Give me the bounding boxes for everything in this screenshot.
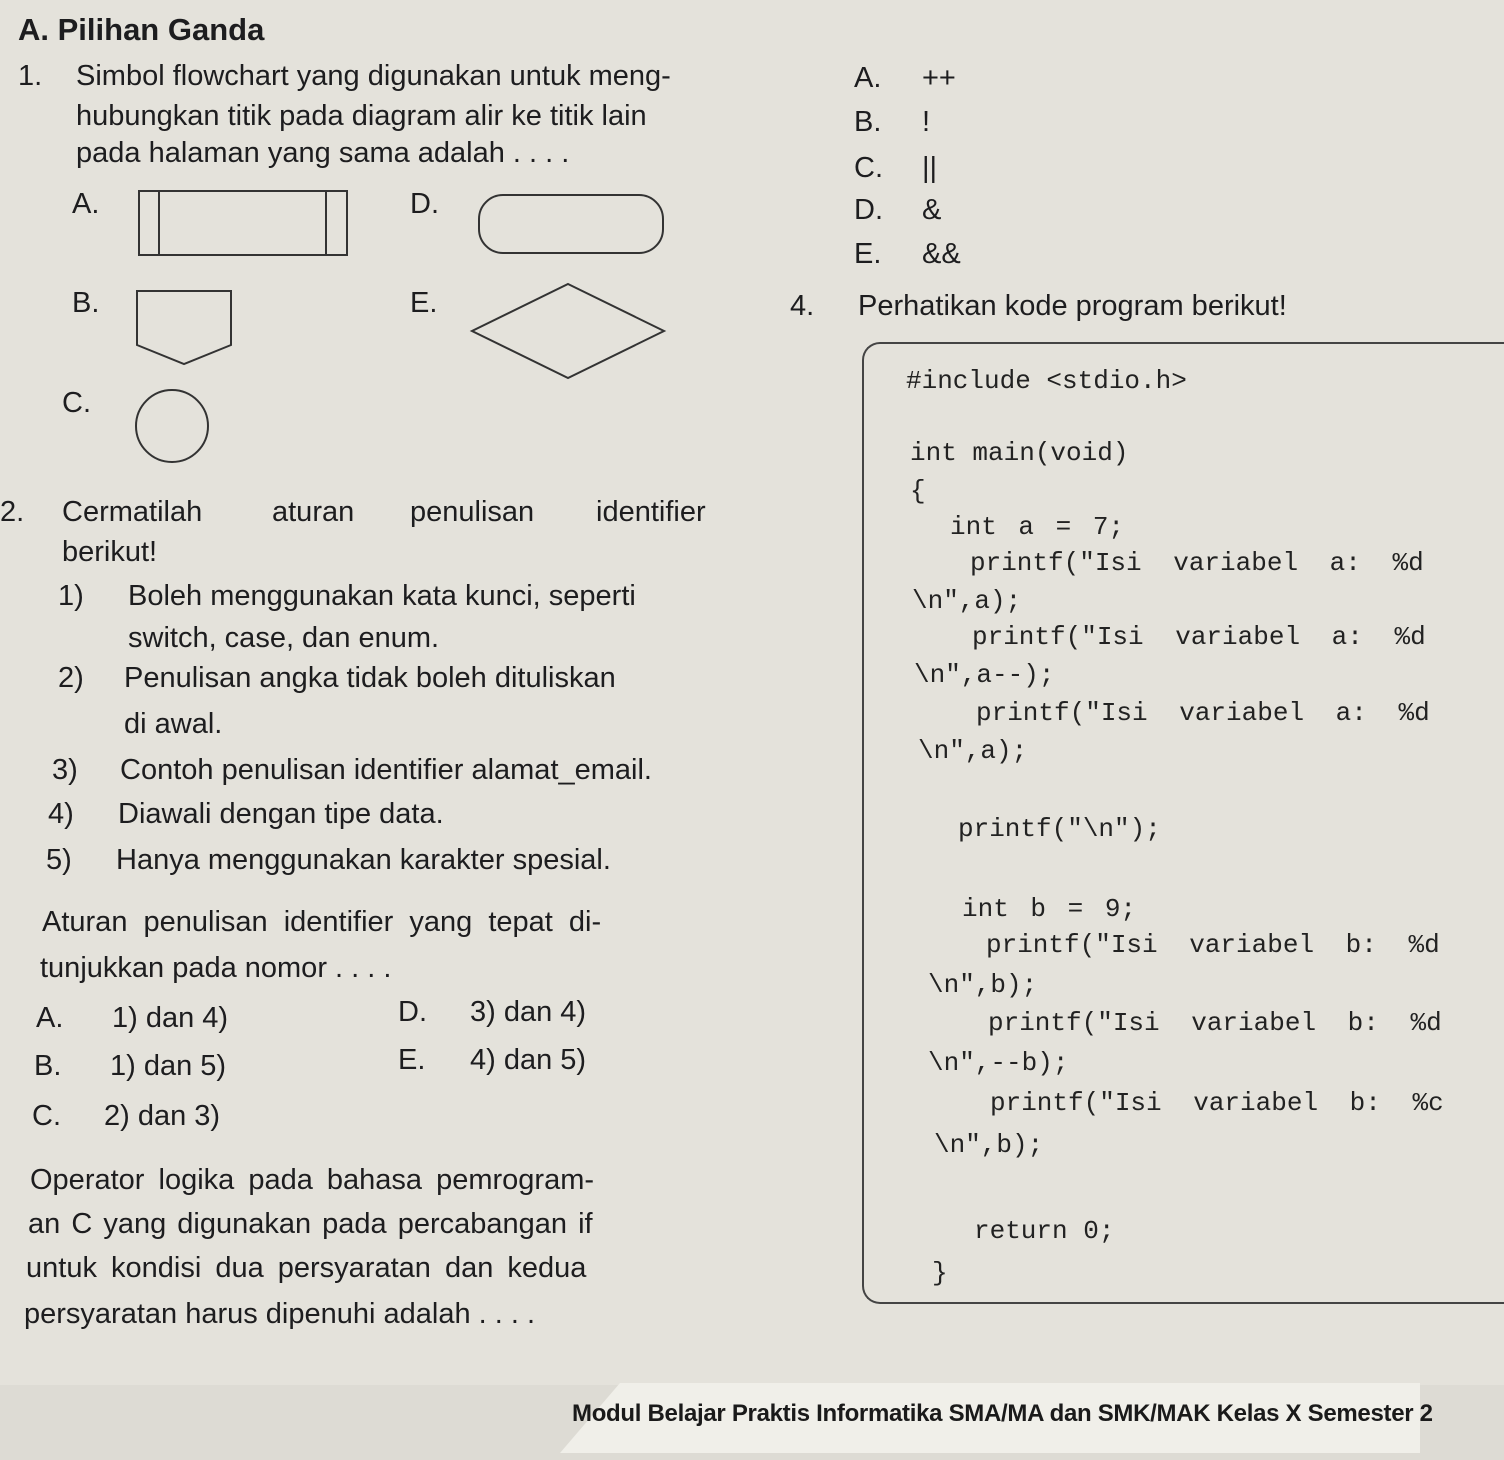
code-line-2: int main(void) <box>910 438 1129 468</box>
q2-rule-1-line-1: Boleh menggunakan kata kunci, seperti <box>128 580 636 612</box>
q2-number: 2. <box>0 496 25 528</box>
q3-option-c-letter: C. <box>854 152 883 184</box>
q2-heading-word-2: aturan <box>272 496 355 528</box>
code-line-13: printf("Isi variabel b: %d <box>986 930 1440 960</box>
code-line-1: #include <stdio.h> <box>906 366 1187 396</box>
q2-answer-e-text: 4) dan 5) <box>470 1044 587 1076</box>
q3-option-e-letter: E. <box>854 238 882 270</box>
q2-answer-c-text: 2) dan 3) <box>104 1100 221 1132</box>
q3-option-a-text: ++ <box>922 62 956 94</box>
q2-answer-b-text: 1) dan 5) <box>110 1050 227 1082</box>
q2-answer-e-letter: E. <box>398 1044 426 1076</box>
code-line-18: \n",b); <box>934 1130 1044 1160</box>
q2-heading-word-4: identifier <box>596 496 706 528</box>
q2-heading-word-3: penulisan <box>410 496 535 528</box>
q2-answer-a-text: 1) dan 4) <box>112 1002 229 1034</box>
q3-text-line-4: persyaratan harus dipenuhi adalah . . . . <box>24 1298 536 1330</box>
predefined-process-symbol <box>138 190 350 258</box>
q2-answer-c-letter: C. <box>32 1100 61 1132</box>
q1-line-2: hubungkan titik pada diagram alir ke titik lain <box>76 100 647 132</box>
q2-rule-3-number: 3) <box>52 754 78 786</box>
q2-answer-b-letter: B. <box>34 1050 62 1082</box>
q1-option-b-letter: B. <box>72 287 100 319</box>
decision-symbol <box>470 282 666 382</box>
code-line-9: printf("Isi variabel a: %d <box>976 698 1430 728</box>
q4-title: Perhatikan kode program berikut! <box>858 290 1287 322</box>
q2-question-line-1: Aturan penulisan identifier yang tepat di- <box>42 906 602 938</box>
code-line-11: printf("\n"); <box>958 814 1161 844</box>
q2-question-line-2: tunjukkan pada nomor . . . . <box>40 952 392 984</box>
q2-rule-5-number: 5) <box>46 844 72 876</box>
q1-option-e-letter: E. <box>410 287 438 319</box>
q2-answer-a-letter: A. <box>36 1002 64 1034</box>
section-title: A. Pilihan Ganda <box>18 12 265 47</box>
q1-number: 1. <box>18 60 43 92</box>
code-line-15: printf("Isi variabel b: %d <box>988 1008 1442 1038</box>
q3-text-line-3: untuk kondisi dua persyaratan dan kedua <box>26 1252 587 1284</box>
footer-text: Modul Belajar Praktis Informatika SMA/MA dan SMK/MAK Kelas X Semester 2 <box>572 1400 1433 1427</box>
q2-rule-4-line-1: Diawali dengan tipe data. <box>118 798 444 830</box>
code-line-12: int b = 9; <box>962 894 1137 924</box>
code-line-17: printf("Isi variabel b: %c <box>990 1088 1444 1118</box>
code-line-10: \n",a); <box>918 736 1028 766</box>
q2-rule-2-number: 2) <box>58 662 84 694</box>
code-line-5: printf("Isi variabel a: %d <box>970 548 1424 578</box>
q2-answer-d-text: 3) dan 4) <box>470 996 587 1028</box>
terminator-symbol <box>478 194 666 256</box>
q3-text-line-1: Operator logika pada bahasa pemrogram- <box>30 1164 595 1196</box>
q2-heading-word-1: Cermatilah <box>62 496 203 528</box>
code-line-4: int a = 7; <box>950 512 1125 542</box>
q3-option-d-letter: D. <box>854 194 883 226</box>
q2-rule-2-line-2: di awal. <box>124 708 223 740</box>
code-line-7: printf("Isi variabel a: %d <box>972 622 1426 652</box>
q2-rule-1-line-2: switch, case, dan enum. <box>128 622 440 654</box>
connector-circle-symbol <box>134 388 214 468</box>
q2-rule-5-line-1: Hanya menggunakan karakter spesial. <box>116 844 611 876</box>
q4-number: 4. <box>790 290 815 322</box>
q3-text-line-2: an C yang digunakan pada percabangan if <box>28 1208 593 1240</box>
q1-option-c-letter: C. <box>62 387 91 419</box>
q2-heading-line-2: berikut! <box>62 536 158 568</box>
q3-option-a-letter: A. <box>854 62 882 94</box>
q2-rule-1-number: 1) <box>58 580 84 612</box>
off-page-connector-symbol <box>136 290 234 366</box>
code-line-16: \n",--b); <box>928 1048 1069 1078</box>
q3-option-c-text: || <box>922 152 938 184</box>
q3-option-d-text: & <box>922 194 942 226</box>
code-line-20: } <box>932 1258 948 1288</box>
q1-option-d-letter: D. <box>410 188 439 220</box>
q2-answer-d-letter: D. <box>398 996 427 1028</box>
q1-option-a-letter: A. <box>72 188 100 220</box>
code-line-8: \n",a--); <box>914 660 1055 690</box>
q1-line-1: Simbol flowchart yang digunakan untuk meng- <box>76 60 671 92</box>
code-line-14: \n",b); <box>928 970 1038 1000</box>
code-line-6: \n",a); <box>912 586 1022 616</box>
q3-option-b-letter: B. <box>854 106 882 138</box>
q2-rule-3-line-1: Contoh penulisan identifier alamat_email. <box>120 754 652 786</box>
q2-rule-4-number: 4) <box>48 798 74 830</box>
q3-option-b-text: ! <box>922 106 931 138</box>
q1-line-3: pada halaman yang sama adalah . . . . <box>76 137 570 169</box>
q3-option-e-text: && <box>922 238 961 270</box>
q2-rule-2-line-1: Penulisan angka tidak boleh dituliskan <box>124 662 616 694</box>
code-line-3: { <box>910 476 926 506</box>
code-line-19: return 0; <box>974 1216 1115 1246</box>
